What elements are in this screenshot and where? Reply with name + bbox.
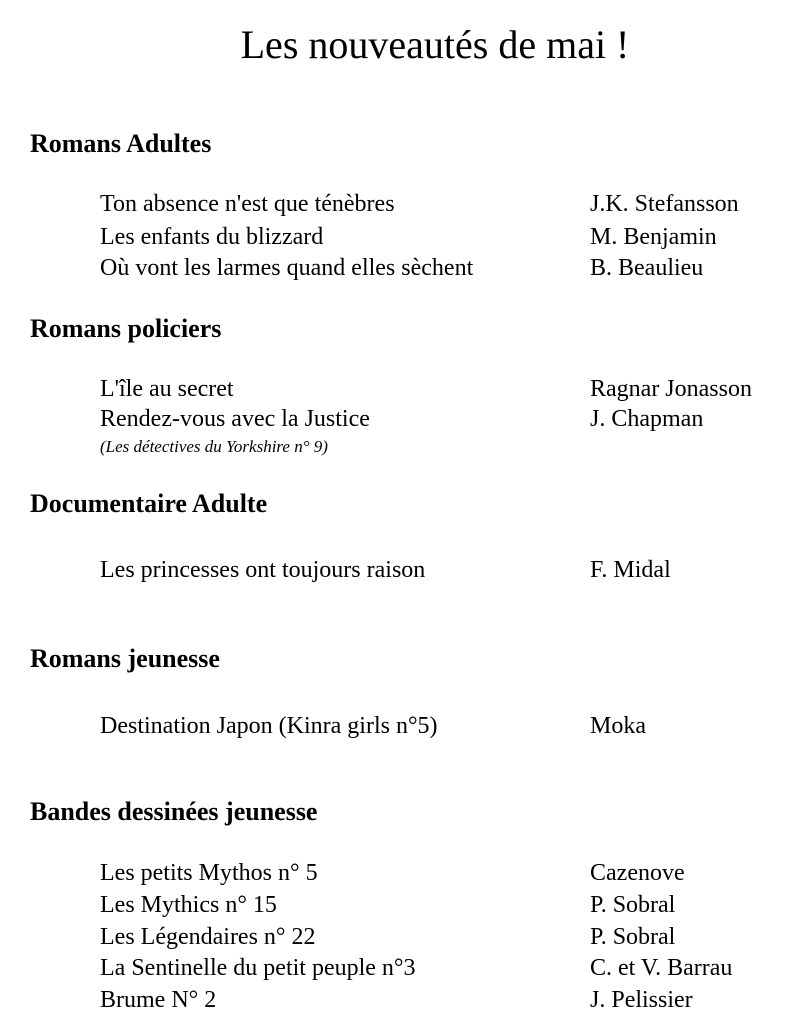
section-heading-bandes-dessinees-jeunesse: Bandes dessinées jeunesse — [30, 797, 318, 826]
book-author: J. Chapman — [590, 406, 704, 432]
section-heading-romans-policiers: Romans policiers — [30, 314, 222, 343]
book-title: Les Légendaires n° 22 — [100, 924, 316, 950]
book-title: La Sentinelle du petit peuple n°3 — [100, 955, 416, 981]
book-author: Ragnar Jonasson — [590, 376, 752, 402]
section-heading-romans-jeunesse: Romans jeunesse — [30, 644, 220, 673]
section-heading-romans-adultes: Romans Adultes — [30, 129, 212, 158]
book-title: Les petits Mythos n° 5 — [100, 860, 318, 886]
book-title: Destination Japon (Kinra girls n°5) — [100, 713, 438, 739]
book-title: L'île au secret — [100, 376, 234, 402]
book-author: P. Sobral — [590, 924, 676, 950]
book-author: Moka — [590, 713, 646, 739]
section-heading-documentaire-adulte: Documentaire Adulte — [30, 489, 268, 518]
book-title: Rendez-vous avec la Justice — [100, 406, 370, 432]
book-title: Les Mythics n° 15 — [100, 892, 277, 918]
book-author: Cazenove — [590, 860, 685, 886]
book-author: F. Midal — [590, 557, 671, 583]
book-title: Les princesses ont toujours raison — [100, 557, 426, 583]
book-author: B. Beaulieu — [590, 255, 704, 281]
book-author: C. et V. Barrau — [590, 955, 733, 981]
book-author: J. Pelissier — [590, 987, 693, 1013]
book-title: Où vont les larmes quand elles sèchent — [100, 255, 474, 281]
book-author: P. Sobral — [590, 892, 676, 918]
book-author: M. Benjamin — [590, 224, 717, 250]
book-title: Les enfants du blizzard — [100, 224, 324, 250]
book-title: Ton absence n'est que ténèbres — [100, 191, 395, 217]
book-title: Brume N° 2 — [100, 987, 217, 1013]
series-note: (Les détectives du Yorkshire n° 9) — [100, 437, 328, 456]
page-title: Les nouveautés de mai ! — [240, 22, 630, 67]
book-author: J.K. Stefansson — [590, 191, 739, 217]
